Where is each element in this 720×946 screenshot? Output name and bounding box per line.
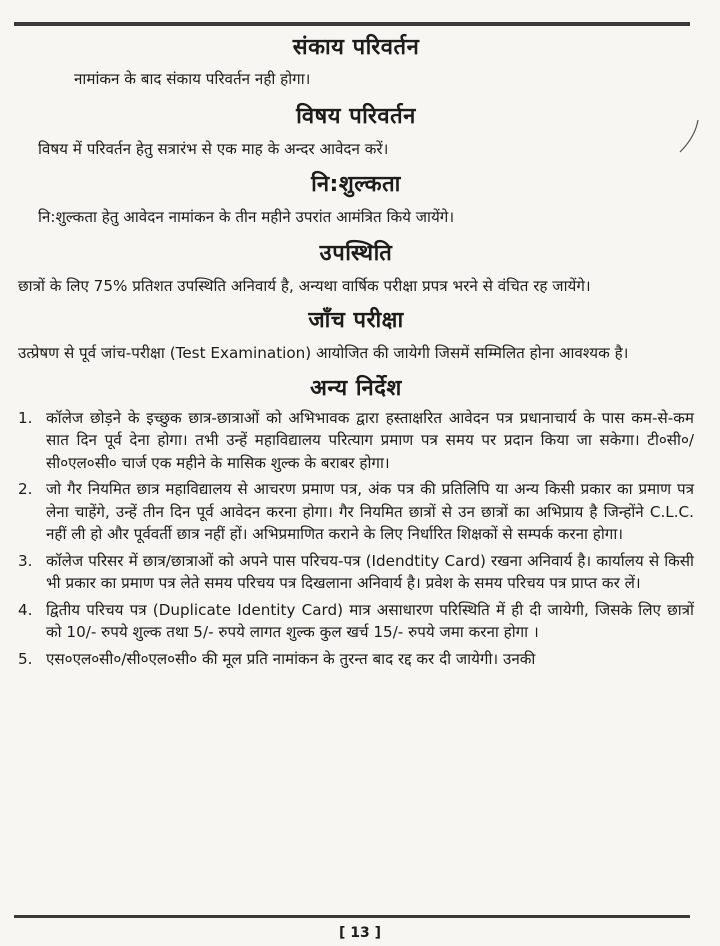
section-text: नि:शुल्कता हेतु आवेदन नामांकन के तीन महीने उपरांत आमंत्रित किये जायेंगे। [38, 208, 455, 226]
section-subject-change [18, 99, 694, 168]
list-item [18, 599, 694, 644]
list-item [18, 407, 694, 475]
list-item [18, 478, 694, 546]
section-heading: संकाय परिवर्तन [292, 35, 420, 60]
section-free-ship [18, 167, 694, 236]
section-test-exam [18, 303, 694, 371]
section-text: विषय में परिवर्तन हेतु सत्रारंभ से एक माह के अन्दर आवेदन करें। [38, 139, 389, 158]
list-item [18, 648, 694, 671]
list-item-text: एस०एल०सी०/सी०एल०सी० की मूल प्रति नामांकन के तुरन्त बाद रद्द कर दी जायेगी। उनकी [46, 649, 536, 668]
section-text: नामांकन के बाद संकाय परिवर्तन नही होगा। [74, 70, 311, 88]
list-item-text: कॉलेज परिसर में छात्र/छात्राओं को अपने पास परिचय-पत्र (Idendtity Card) रखना अनिवार्य है। कार्यालय से किसी भी प्रकार का प्रमाण पत्र लेते समय परिचय पत्र दिखलाना अनिवार्य है। प्रवेश के समय परिचय पत्र प्राप्त कर लें। [46, 551, 694, 592]
list-item-text: कॉलेज छोड़ने के इच्छुक छात्र-छात्राओं को अभिभावक द्वारा हस्ताक्षरित आवेदन पत्र प्रधानाचार्य के पास कम-से-कम सात दिन पूर्व देना होगा। तभी उन्हें महाविद्यालय परित्याग प्रमाण पत्र समय पर प्रदान किया जा सकेगा। टी०सी०/सी०एल०सी० चार्ज एक महीने के मासिक शुल्क के बराबर होगा। [46, 408, 694, 472]
list-item-number: 5. [18, 649, 33, 668]
section-heading: नि:शुल्कता [311, 172, 401, 197]
bottom-rule [14, 915, 690, 918]
page-number: [ 13 ] [338, 925, 382, 941]
document-page [18, 30, 694, 674]
list-item-number: 2. [18, 480, 33, 498]
list-item-text: जो गैर नियमित छात्र महाविद्यालय से आचरण प्रमाण पत्र, अंक पत्र की प्रतिलिपि या अन्य किसी प्रकार का प्रमाण पत्र लेना चाहेंगे, उन्हें तीन दिन पूर्व आवेदन करना होगा। गैर नियमित छात्रों से उन छात्रों का अभिप्राय है जिन्होंने C.L.C. नहीं ली हो और पूर्ववर्ती छात्र नहीं हों। अभिप्रमाणित कराने के लिए निर्धारित शिक्षकों से सम्पर्क करना होगा। [46, 480, 694, 543]
instruction-list [18, 407, 694, 671]
list-item-number: 3. [18, 551, 33, 570]
list-item-number: 4. [18, 600, 33, 619]
section-attendance [18, 236, 694, 304]
section-heading: अन्य निर्देश [310, 375, 402, 401]
section-faculty-change [18, 30, 694, 99]
section-heading: उपस्थिति [319, 240, 393, 266]
section-heading: विषय परिवर्तन [296, 103, 416, 129]
section-heading: जाँच परीक्षा [308, 308, 404, 333]
top-rule [14, 22, 690, 26]
section-text: उत्प्रेषण से पूर्व जांच-परीक्षा (Test Examination) आयोजित की जायेगी जिसमें सम्मिलित होना आवश्यक है। [18, 344, 629, 362]
list-item-text: द्वितीय परिचय पत्र (Duplicate Identity Card) मात्र असाधारण परिस्थिति में ही दी जायेगी, जिसके लिए छात्रों को 10/- रुपये शुल्क तथा 5/- रुपये लागत शुल्क कुल खर्च 15/- रुपये जमा करना होगा । [46, 600, 694, 641]
section-text: छात्रों के लिए 75% प्रतिशत उपस्थिति अनिवार्य है, अन्यथा वार्षिक परीक्षा प्रपत्र भरने से वंचित रह जायेंगे। [18, 276, 591, 295]
list-item [18, 550, 694, 595]
list-item-number: 1. [18, 408, 33, 427]
section-other-instructions [18, 371, 694, 671]
